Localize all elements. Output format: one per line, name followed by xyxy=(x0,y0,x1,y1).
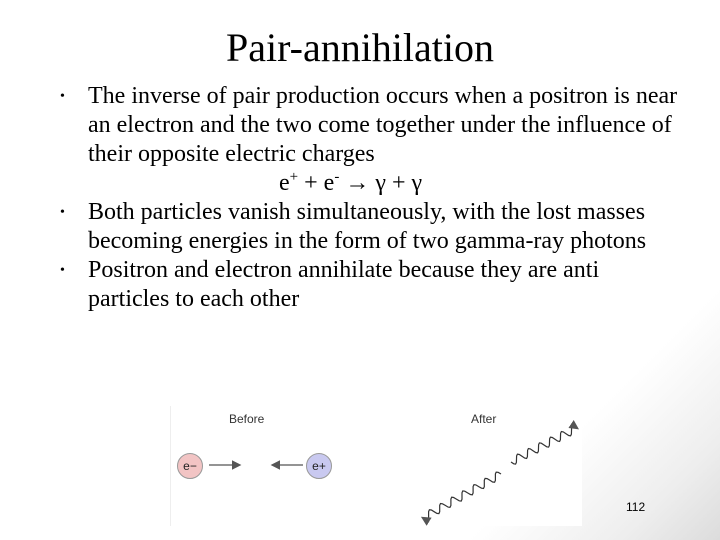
electron-particle: e− xyxy=(177,453,203,479)
equation-electron-charge: - xyxy=(334,169,340,185)
slide-body xyxy=(60,82,680,314)
bullet-item xyxy=(60,82,680,169)
gamma-photon-wave-up xyxy=(511,426,577,464)
before-label: Before xyxy=(229,412,265,426)
gamma-photon-wave-down xyxy=(423,472,501,520)
bullet-item xyxy=(60,198,680,256)
annihilation-diagram xyxy=(170,406,582,526)
positron-particle: e+ xyxy=(306,453,332,479)
after-label: After xyxy=(471,412,497,426)
bullet-text: Both particles vanish simultaneously, with the lost masses becoming energies in the form of two gamma-ray photons xyxy=(88,199,647,254)
equation-positron: e xyxy=(279,170,290,196)
equation-gamma: γ xyxy=(411,170,423,196)
annihilation-equation xyxy=(60,169,680,198)
equation-plus: + xyxy=(385,170,412,196)
bullet-marker: • xyxy=(60,205,65,220)
bullet-marker: • xyxy=(60,89,65,104)
equation-gamma: γ xyxy=(375,170,386,196)
equation-arrow: → xyxy=(339,170,376,196)
equation-electron: e xyxy=(323,170,335,196)
equation-positron-charge: + xyxy=(289,169,299,185)
equation-plus: + xyxy=(298,170,324,196)
bullet-text: Positron and electron annihilate because they are anti particles to each other xyxy=(88,257,600,312)
bullet-text: The inverse of pair production occurs when a positron is near an electron and the two come together under the influence of their opposite electric charges xyxy=(88,83,678,167)
bullet-marker: • xyxy=(60,263,65,278)
slide-title: Pair-annihilation xyxy=(225,25,495,70)
bullet-item xyxy=(60,256,680,314)
page-number: 112 xyxy=(626,500,646,514)
